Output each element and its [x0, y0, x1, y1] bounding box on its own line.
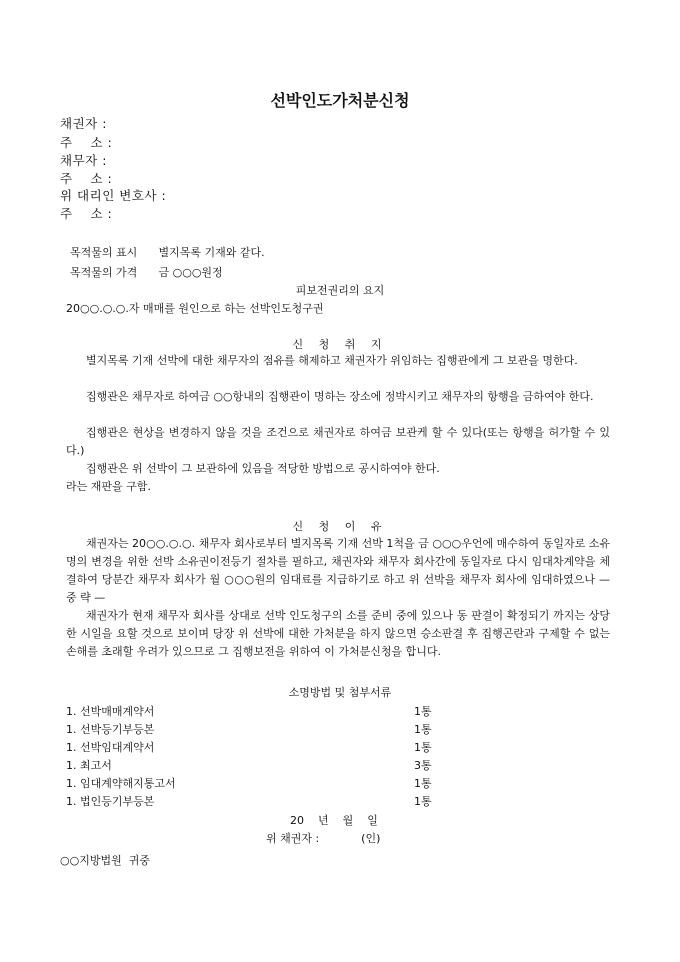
purpose-paragraph: [66, 352, 610, 370]
attachment-name: 1. 최고서: [66, 759, 112, 772]
signer-line: 위 채권자 : (인): [266, 832, 381, 845]
purpose-text: 집행관은 위 선박이 그 보관하에 있음을 적당한 방법으로 공시하여야 한다.: [86, 462, 440, 475]
reason-paragraph: [66, 607, 610, 661]
attorney-label: 위 대리인 변호사: [60, 188, 157, 203]
debtor-address-label: 주 소: [60, 171, 104, 186]
debtor-line: 채무자 :: [60, 153, 107, 168]
reason-text: 채권자는 20○○.○.○. 채무자 회사로부터 별지목록 기재 선박 1척을 금 ○○○우언에 매수하여 동일자로 소유명의 변경을 위한 선박 소유권이전등기 절차를 필하고, 채권자와 채무자 회사간에 동일자로 다시 임대차계약을 체결하여 당분간 채무자 회사가 월 ○○○원의 임대료를 지급하기로 하고 위 선박을 채무자 회사에 임대하였으나 — 중 략 —: [66, 537, 610, 604]
attachment-name: 1. 선박매매계약서: [66, 705, 155, 718]
purpose-text: 집행관은 채무자로 하여금 ○○항내의 집행관이 명하는 장소에 정박시키고 채무자의 항행을 금하여야 한다.: [86, 390, 594, 403]
object-display-label: 목적물의 표시: [70, 246, 138, 259]
attachment-count: 1통: [414, 777, 432, 790]
creditor-label: 채권자: [60, 116, 98, 131]
creditor-address-label: 주 소: [60, 135, 104, 150]
reason-heading: 신 청 이 유: [292, 520, 388, 533]
document-title: 선박인도가처분신청: [270, 91, 410, 110]
object-price-value: 금 ○○○원정: [158, 266, 223, 279]
debtor-label: 채무자: [60, 153, 98, 168]
date-line: 20 년 월 일: [290, 814, 378, 827]
attachment-name: 1. 선박임대계약서: [66, 741, 155, 754]
attorney-address-line: 주 소 :: [60, 206, 113, 221]
attorney-address-label: 주 소: [60, 206, 104, 221]
attachment-name: 1. 임대계약해지통고서: [66, 777, 176, 790]
creditor-line: 채권자 :: [60, 116, 107, 131]
attachment-name: 1. 법인등기부등본: [66, 795, 155, 808]
creditor-address-line: 주 소 :: [60, 135, 113, 150]
object-price-row: [70, 264, 223, 280]
attachment-count: 1통: [414, 741, 432, 754]
reason-paragraph: [66, 535, 610, 607]
attorney-line: 위 대리인 변호사 :: [60, 188, 167, 203]
reason-text: 채권자가 현재 채무자 회사를 상대로 선박 인도청구의 소를 준비 중에 있으나 동 판결이 확정되기 까지는 상당한 시일을 요할 것으로 보이며 당장 위 선박에 대한 가처분을 하지 않으면 승소판결 후 집행곤란과 구제할 수 없는 손해를 초래할 우려가 있으므로 그 집행보전을 위하여 이 가처분신청을 합니다.: [66, 609, 610, 658]
purpose-paragraph: [66, 388, 610, 406]
debtor-address-line: 주 소 :: [60, 171, 113, 186]
purpose-paragraph: [66, 424, 610, 460]
right-text: 20○○.○.○.자 매매를 원인으로 하는 선박인도청구권: [66, 302, 324, 315]
purpose-paragraph: [66, 460, 610, 478]
attachment-name: 1. 선박등기부등본: [66, 723, 155, 736]
attachment-count: 1통: [414, 705, 432, 718]
purpose-closing: 라는 재판을 구함.: [66, 480, 151, 493]
purpose-text: 집행관은 현상을 변경하지 않을 것을 조건으로 채권자로 하여금 보관케 할 수 있다(또는 항행을 허가할 수 있다.): [66, 426, 610, 457]
object-price-label: 목적물의 가격: [70, 266, 138, 279]
purpose-heading: 신 청 취 지: [292, 338, 388, 351]
object-display-value: 별지목록 기재와 같다.: [158, 246, 265, 259]
right-heading: 피보전권리의 요지: [295, 284, 385, 297]
attachment-count: 1통: [414, 795, 432, 808]
attachment-count: 3통: [414, 759, 432, 772]
attachment-count: 1통: [414, 723, 432, 736]
attachments-heading: 소명방법 및 첨부서류: [288, 686, 392, 699]
purpose-text: 별지목록 기재 선박에 대한 채무자의 점유를 해제하고 채권자가 위임하는 집행관에게 그 보관을 명한다.: [86, 354, 578, 367]
court-name: ○○지방법원 귀중: [60, 854, 150, 867]
object-display-row: [70, 244, 265, 260]
